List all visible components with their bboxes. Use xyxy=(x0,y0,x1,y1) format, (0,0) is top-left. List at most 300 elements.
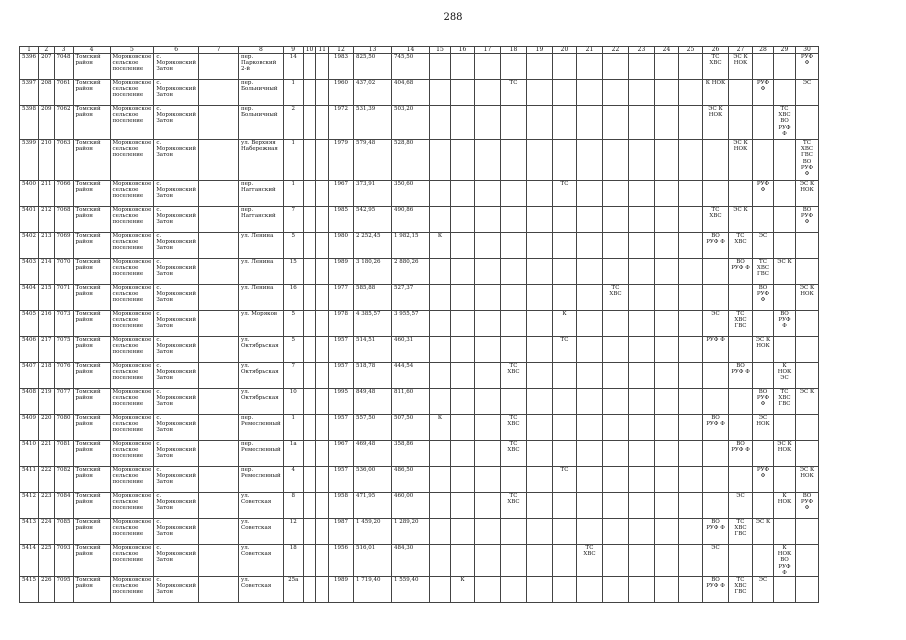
cell-c26 xyxy=(703,441,729,467)
cell-c22 xyxy=(603,181,629,207)
cell-c26: ВО РУФ Ф xyxy=(703,415,729,441)
cell-house: 5 xyxy=(283,233,303,259)
cell-c17 xyxy=(475,233,501,259)
cell-c22 xyxy=(603,577,629,603)
cell-c15 xyxy=(430,467,451,493)
cell-c21 xyxy=(577,467,603,493)
cell-c28: ЭС К xyxy=(753,519,774,545)
cell-c27: ЭС К НОК xyxy=(729,140,753,181)
cell-c21 xyxy=(577,285,603,311)
cell-area1: 849,48 xyxy=(354,389,392,415)
cell-c11 xyxy=(316,493,329,519)
cell-c27 xyxy=(729,285,753,311)
cell-c7 xyxy=(199,181,239,207)
cell-c25 xyxy=(679,467,703,493)
cell-house: 2 xyxy=(283,106,303,140)
cell-c26 xyxy=(703,493,729,519)
cell-region: Томский район xyxy=(73,181,110,207)
cell-locality: с. Моряковский Затон xyxy=(154,285,199,311)
cell-c23 xyxy=(629,259,655,285)
cell-c11 xyxy=(316,519,329,545)
cell-area1: 373,91 xyxy=(354,181,392,207)
table-row xyxy=(20,54,819,80)
cell-c24 xyxy=(655,467,679,493)
table-row xyxy=(20,233,819,259)
cell-settlement: Моряковское сельское поселение xyxy=(110,389,154,415)
cell-c15: К xyxy=(430,415,451,441)
cell-n1: 5401 xyxy=(20,207,39,233)
cell-c22 xyxy=(603,337,629,363)
cell-c7 xyxy=(199,285,239,311)
cell-c26: ВО РУФ Ф xyxy=(703,577,729,603)
cell-c18: ТС ХВС xyxy=(501,441,527,467)
cell-house: 1 xyxy=(283,415,303,441)
cell-n3: 7069 xyxy=(54,233,73,259)
cell-c27 xyxy=(729,415,753,441)
cell-settlement: Моряковское сельское поселение xyxy=(110,363,154,389)
cell-c22 xyxy=(603,80,629,106)
cell-c15 xyxy=(430,54,451,80)
cell-n2: 207 xyxy=(39,54,55,80)
cell-area2: 745,50 xyxy=(392,54,430,80)
column-number-10: 10 xyxy=(303,47,316,54)
cell-region: Томский район xyxy=(73,441,110,467)
cell-c16 xyxy=(451,493,475,519)
cell-c15 xyxy=(430,80,451,106)
cell-c26 xyxy=(703,140,729,181)
cell-locality: с. Моряковский Затон xyxy=(154,233,199,259)
cell-c16 xyxy=(451,233,475,259)
cell-region: Томский район xyxy=(73,519,110,545)
cell-c10 xyxy=(303,441,316,467)
cell-c22 xyxy=(603,106,629,140)
cell-c21 xyxy=(577,493,603,519)
cell-c28: ВО РУФ Ф xyxy=(753,285,774,311)
cell-area2: 490,86 xyxy=(392,207,430,233)
cell-c27: ТС ХВС ГВС xyxy=(729,577,753,603)
cell-c10 xyxy=(303,519,316,545)
cell-c17 xyxy=(475,467,501,493)
table-row xyxy=(20,519,819,545)
cell-c19 xyxy=(527,389,553,415)
cell-c21 xyxy=(577,106,603,140)
cell-street: пер. Больничный xyxy=(239,106,284,140)
cell-n2: 212 xyxy=(39,207,55,233)
cell-c18: ТС ХВС xyxy=(501,493,527,519)
cell-c18 xyxy=(501,140,527,181)
cell-c28 xyxy=(753,311,774,337)
cell-c16 xyxy=(451,441,475,467)
column-number-11: 11 xyxy=(316,47,329,54)
cell-settlement: Моряковское сельское поселение xyxy=(110,106,154,140)
cell-c20 xyxy=(553,545,577,577)
cell-area2: 444,54 xyxy=(392,363,430,389)
cell-c23 xyxy=(629,80,655,106)
cell-c26 xyxy=(703,259,729,285)
cell-street: ул. Ленина xyxy=(239,233,284,259)
cell-c30: РУФ Ф xyxy=(796,54,819,80)
cell-c28: ЭС xyxy=(753,233,774,259)
cell-c28 xyxy=(753,140,774,181)
cell-c7 xyxy=(199,140,239,181)
table-row xyxy=(20,259,819,285)
cell-c30: ЭС К НОК xyxy=(796,181,819,207)
cell-c24 xyxy=(655,106,679,140)
cell-settlement: Моряковское сельское поселение xyxy=(110,80,154,106)
cell-n3: 7076 xyxy=(54,363,73,389)
cell-c21 xyxy=(577,54,603,80)
cell-c11 xyxy=(316,106,329,140)
cell-c27: ВО РУФ Ф xyxy=(729,441,753,467)
cell-c20 xyxy=(553,54,577,80)
cell-region: Томский район xyxy=(73,389,110,415)
table-row xyxy=(20,181,819,207)
cell-c7 xyxy=(199,80,239,106)
cell-c7 xyxy=(199,233,239,259)
cell-n2: 223 xyxy=(39,493,55,519)
cell-c18 xyxy=(501,285,527,311)
table-row xyxy=(20,80,819,106)
cell-c10 xyxy=(303,207,316,233)
cell-c10 xyxy=(303,493,316,519)
cell-c17 xyxy=(475,54,501,80)
cell-n2: 226 xyxy=(39,577,55,603)
cell-c17 xyxy=(475,577,501,603)
cell-c28 xyxy=(753,441,774,467)
column-number-27: 27 xyxy=(729,47,753,54)
cell-c16 xyxy=(451,389,475,415)
cell-c25 xyxy=(679,441,703,467)
cell-c16 xyxy=(451,106,475,140)
cell-c22 xyxy=(603,519,629,545)
cell-c15 xyxy=(430,441,451,467)
cell-house: 1 xyxy=(283,80,303,106)
cell-n1: 5413 xyxy=(20,519,39,545)
cell-n1: 5404 xyxy=(20,285,39,311)
cell-c27: ЭС К xyxy=(729,207,753,233)
cell-c30: ЭС К НОК xyxy=(796,285,819,311)
cell-c23 xyxy=(629,519,655,545)
cell-house: 16 xyxy=(283,285,303,311)
cell-c21 xyxy=(577,389,603,415)
cell-n2: 215 xyxy=(39,285,55,311)
cell-c17 xyxy=(475,181,501,207)
cell-c16 xyxy=(451,519,475,545)
cell-n2: 218 xyxy=(39,363,55,389)
cell-c17 xyxy=(475,259,501,285)
cell-n1: 5398 xyxy=(20,106,39,140)
table-row xyxy=(20,106,819,140)
cell-street: ул. Советская xyxy=(239,577,284,603)
cell-c19 xyxy=(527,140,553,181)
cell-n2: 208 xyxy=(39,80,55,106)
column-number-3: 3 xyxy=(54,47,73,54)
cell-c28: ЭС НОК xyxy=(753,415,774,441)
cell-c29: ЭС К xyxy=(774,259,796,285)
cell-c18 xyxy=(501,181,527,207)
cell-settlement: Моряковское сельское поселение xyxy=(110,519,154,545)
cell-c25 xyxy=(679,415,703,441)
cell-settlement: Моряковское сельское поселение xyxy=(110,181,154,207)
cell-c19 xyxy=(527,106,553,140)
cell-house: 14 xyxy=(283,54,303,80)
cell-c11 xyxy=(316,389,329,415)
cell-c26: К НОК xyxy=(703,80,729,106)
cell-locality: с. Моряковский Затон xyxy=(154,519,199,545)
cell-n2: 225 xyxy=(39,545,55,577)
cell-c25 xyxy=(679,140,703,181)
cell-region: Томский район xyxy=(73,140,110,181)
cell-c28: ВО РУФ Ф xyxy=(753,389,774,415)
cell-c23 xyxy=(629,545,655,577)
cell-c15: К xyxy=(430,233,451,259)
cell-house: 1 xyxy=(283,181,303,207)
cell-area2: 484,30 xyxy=(392,545,430,577)
cell-n1: 5396 xyxy=(20,54,39,80)
cell-c16 xyxy=(451,363,475,389)
cell-house: 10 xyxy=(283,389,303,415)
cell-c15 xyxy=(430,311,451,337)
cell-n3: 7085 xyxy=(54,519,73,545)
cell-n3: 7073 xyxy=(54,311,73,337)
cell-region: Томский район xyxy=(73,337,110,363)
cell-c7 xyxy=(199,106,239,140)
cell-c28 xyxy=(753,363,774,389)
cell-n1: 5399 xyxy=(20,140,39,181)
cell-c11 xyxy=(316,181,329,207)
cell-c28: ТС ХВС ГВС xyxy=(753,259,774,285)
cell-c29: ТС ХВС ГВС xyxy=(774,389,796,415)
column-number-22: 22 xyxy=(603,47,629,54)
cell-c22 xyxy=(603,207,629,233)
cell-house: 5 xyxy=(283,337,303,363)
cell-c21: ТС ХВС xyxy=(577,545,603,577)
cell-c18 xyxy=(501,106,527,140)
cell-c19 xyxy=(527,441,553,467)
cell-c18: ТС xyxy=(501,80,527,106)
cell-c28: РУФ Ф xyxy=(753,181,774,207)
cell-c24 xyxy=(655,337,679,363)
cell-street: ул. Советская xyxy=(239,493,284,519)
column-number-29: 29 xyxy=(774,47,796,54)
cell-c24 xyxy=(655,285,679,311)
cell-settlement: Моряковское сельское поселение xyxy=(110,441,154,467)
column-number-14: 14 xyxy=(392,47,430,54)
cell-c20 xyxy=(553,106,577,140)
cell-n1: 5408 xyxy=(20,389,39,415)
cell-c29: ТС ХВС ВО РУФ Ф xyxy=(774,106,796,140)
cell-c21 xyxy=(577,519,603,545)
cell-c10 xyxy=(303,259,316,285)
cell-c10 xyxy=(303,545,316,577)
cell-settlement: Моряковское сельское поселение xyxy=(110,493,154,519)
cell-c24 xyxy=(655,207,679,233)
cell-year: 1978 xyxy=(329,311,354,337)
cell-street: пер. Больничный xyxy=(239,80,284,106)
column-number-26: 26 xyxy=(703,47,729,54)
cell-c10 xyxy=(303,285,316,311)
cell-c22 xyxy=(603,467,629,493)
cell-region: Томский район xyxy=(73,259,110,285)
cell-c25 xyxy=(679,259,703,285)
cell-n3: 7077 xyxy=(54,389,73,415)
cell-c24 xyxy=(655,389,679,415)
cell-region: Томский район xyxy=(73,467,110,493)
cell-area1: 1 459,20 xyxy=(354,519,392,545)
cell-c24 xyxy=(655,54,679,80)
cell-c19 xyxy=(527,311,553,337)
cell-locality: с. Моряковский Затон xyxy=(154,337,199,363)
cell-region: Томский район xyxy=(73,207,110,233)
cell-c10 xyxy=(303,577,316,603)
cell-c24 xyxy=(655,545,679,577)
cell-n2: 210 xyxy=(39,140,55,181)
cell-c11 xyxy=(316,259,329,285)
cell-area2: 460,31 xyxy=(392,337,430,363)
cell-c15 xyxy=(430,181,451,207)
column-number-7: 7 xyxy=(199,47,239,54)
cell-area1: 471,95 xyxy=(354,493,392,519)
cell-area2: 527,37 xyxy=(392,285,430,311)
cell-n3: 7068 xyxy=(54,207,73,233)
cell-c18 xyxy=(501,233,527,259)
cell-c16 xyxy=(451,285,475,311)
cell-n1: 5403 xyxy=(20,259,39,285)
cell-c10 xyxy=(303,389,316,415)
cell-area2: 528,80 xyxy=(392,140,430,181)
cell-area1: 516,01 xyxy=(354,545,392,577)
cell-street: ул. Моряков xyxy=(239,311,284,337)
cell-c20 xyxy=(553,389,577,415)
cell-c28: РУФ Ф xyxy=(753,80,774,106)
cell-c23 xyxy=(629,493,655,519)
cell-c11 xyxy=(316,415,329,441)
cell-settlement: Моряковское сельское поселение xyxy=(110,545,154,577)
cell-locality: с. Моряковский Затон xyxy=(154,181,199,207)
cell-street: ул. Октябрьская xyxy=(239,389,284,415)
cell-c10 xyxy=(303,337,316,363)
cell-c20 xyxy=(553,285,577,311)
cell-c29 xyxy=(774,337,796,363)
cell-n1: 5397 xyxy=(20,80,39,106)
cell-c29 xyxy=(774,181,796,207)
cell-c24 xyxy=(655,577,679,603)
cell-c26 xyxy=(703,467,729,493)
cell-c25 xyxy=(679,337,703,363)
cell-c11 xyxy=(316,441,329,467)
cell-c19 xyxy=(527,363,553,389)
cell-c15 xyxy=(430,577,451,603)
table-row xyxy=(20,337,819,363)
cell-c19 xyxy=(527,259,553,285)
cell-area2: 460,00 xyxy=(392,493,430,519)
cell-street: пер. Ремесленный xyxy=(239,467,284,493)
table-row xyxy=(20,311,819,337)
cell-c17 xyxy=(475,337,501,363)
column-number-21: 21 xyxy=(577,47,603,54)
cell-c19 xyxy=(527,80,553,106)
cell-c22 xyxy=(603,363,629,389)
cell-c11 xyxy=(316,467,329,493)
cell-c30: ЭС К НОК xyxy=(796,467,819,493)
cell-c20 xyxy=(553,577,577,603)
cell-n3: 7062 xyxy=(54,106,73,140)
cell-c24 xyxy=(655,519,679,545)
cell-c23 xyxy=(629,577,655,603)
cell-c26: ЭС xyxy=(703,311,729,337)
cell-area2: 503,20 xyxy=(392,106,430,140)
cell-c26 xyxy=(703,181,729,207)
cell-c19 xyxy=(527,207,553,233)
cell-c7 xyxy=(199,363,239,389)
cell-c24 xyxy=(655,363,679,389)
cell-c24 xyxy=(655,233,679,259)
column-number-6: 6 xyxy=(154,47,199,54)
cell-c25 xyxy=(679,181,703,207)
cell-c27 xyxy=(729,106,753,140)
cell-n3: 7071 xyxy=(54,285,73,311)
cell-c17 xyxy=(475,441,501,467)
cell-locality: с. Моряковский Затон xyxy=(154,467,199,493)
cell-locality: с. Моряковский Затон xyxy=(154,577,199,603)
cell-c29 xyxy=(774,140,796,181)
cell-region: Томский район xyxy=(73,545,110,577)
cell-c10 xyxy=(303,140,316,181)
cell-c18 xyxy=(501,577,527,603)
cell-c29 xyxy=(774,233,796,259)
cell-n2: 211 xyxy=(39,181,55,207)
column-number-9: 9 xyxy=(283,47,303,54)
cell-c19 xyxy=(527,181,553,207)
cell-house: 1 xyxy=(283,140,303,181)
cell-c29: К НОК ЭС xyxy=(774,363,796,389)
cell-c18 xyxy=(501,389,527,415)
cell-c23 xyxy=(629,285,655,311)
cell-year: 1980 xyxy=(329,233,354,259)
table-row xyxy=(20,577,819,603)
cell-c24 xyxy=(655,80,679,106)
cell-n3: 7081 xyxy=(54,441,73,467)
cell-year: 1956 xyxy=(329,545,354,577)
cell-area2: 404,68 xyxy=(392,80,430,106)
cell-c19 xyxy=(527,519,553,545)
cell-street: ул. Советская xyxy=(239,545,284,577)
cell-n2: 214 xyxy=(39,259,55,285)
cell-area1: 542,95 xyxy=(354,207,392,233)
cell-c11 xyxy=(316,337,329,363)
cell-c23 xyxy=(629,441,655,467)
cell-c24 xyxy=(655,181,679,207)
column-number-5: 5 xyxy=(110,47,154,54)
cell-c15 xyxy=(430,259,451,285)
cell-c29 xyxy=(774,415,796,441)
cell-c17 xyxy=(475,363,501,389)
cell-area1: 579,48 xyxy=(354,140,392,181)
cell-year: 1967 xyxy=(329,441,354,467)
cell-c28: РУФ Ф xyxy=(753,467,774,493)
cell-c20 xyxy=(553,519,577,545)
cell-house: 15 xyxy=(283,259,303,285)
cell-c26: ЭС К НОК xyxy=(703,106,729,140)
cell-c22 xyxy=(603,233,629,259)
cell-c30 xyxy=(796,337,819,363)
table-row xyxy=(20,207,819,233)
cell-n3: 7095 xyxy=(54,577,73,603)
cell-region: Томский район xyxy=(73,285,110,311)
cell-c17 xyxy=(475,140,501,181)
cell-c26: ТС ХВС xyxy=(703,54,729,80)
cell-c27: ТС ХВС xyxy=(729,233,753,259)
